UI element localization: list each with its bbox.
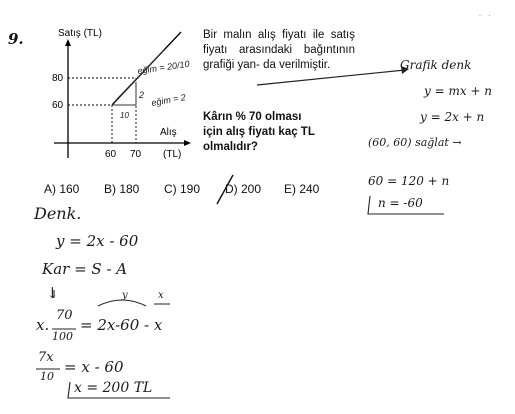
- side-specific: y = 2x + n: [420, 110, 485, 124]
- y-axis-arrow-icon: [65, 39, 71, 46]
- work-strokes: [30, 290, 200, 414]
- ytick-80: 80: [52, 73, 64, 84]
- choice-c[interactable]: C) 190: [164, 182, 201, 196]
- work-num: 70: [56, 308, 73, 323]
- work-kar: Kar = S - A: [42, 260, 128, 278]
- graph-ylabel: Satış (TL): [58, 28, 102, 39]
- side-n-box: [364, 194, 454, 218]
- side-point: (60, 60) sağlat →: [368, 136, 462, 149]
- choice-a[interactable]: A) 160: [44, 182, 80, 196]
- work-frac2-den: 10: [40, 370, 54, 383]
- corner-marks: · ·: [478, 10, 493, 20]
- work-den: 100: [52, 330, 73, 343]
- delta-y: 2: [139, 90, 145, 100]
- xtick-60: 60: [105, 149, 117, 160]
- question-text: Bir malın alış fiyatı ile satış fiyatı arasındaki bağıntının grafiği yan- da verilmiştir.: [203, 29, 355, 71]
- side-general: y = mx + n: [424, 84, 493, 98]
- graph: [40, 22, 200, 172]
- choice-e[interactable]: E) 240: [284, 182, 320, 196]
- side-n: n = -60: [378, 196, 423, 210]
- ytick-60: 60: [52, 100, 64, 111]
- work-rhs2: = x - 60: [64, 358, 124, 376]
- slope-note: eğim = 20/10: [136, 58, 191, 76]
- work-rhs: = 2x-60 - x: [80, 316, 163, 334]
- work-frac2-num: 7x: [38, 350, 54, 365]
- question-number: 9.: [8, 30, 24, 48]
- work-answer: x = 200 TL: [74, 380, 153, 396]
- choice-d[interactable]: D) 200: [225, 182, 262, 196]
- work-title: Denk.: [34, 204, 82, 223]
- side-sub: 60 = 120 + n: [368, 174, 450, 188]
- delta-x: 10: [120, 111, 129, 120]
- pointer-arrow: [255, 60, 415, 90]
- work-over-y: y: [122, 290, 128, 301]
- choice-b[interactable]: B) 180: [104, 182, 140, 196]
- choice-d-mark: [214, 172, 236, 206]
- question-prompt: Kârın % 70 olması için alış fiyatı kaç TL olmalıdır?: [203, 111, 315, 153]
- side-title: Grafik denk: [400, 58, 472, 72]
- work-over-x: x: [158, 290, 164, 301]
- slope-result: eğim = 2: [150, 92, 187, 108]
- work-eq: y = 2x - 60: [56, 232, 139, 250]
- xlabel: Alış: [160, 127, 177, 138]
- work-lhs: x.: [36, 316, 50, 334]
- xtick-70: 70: [130, 149, 142, 160]
- work-arrow: ↓: [46, 284, 59, 302]
- x-axis-arrow-icon: [184, 140, 191, 146]
- xunit: (TL): [163, 149, 182, 160]
